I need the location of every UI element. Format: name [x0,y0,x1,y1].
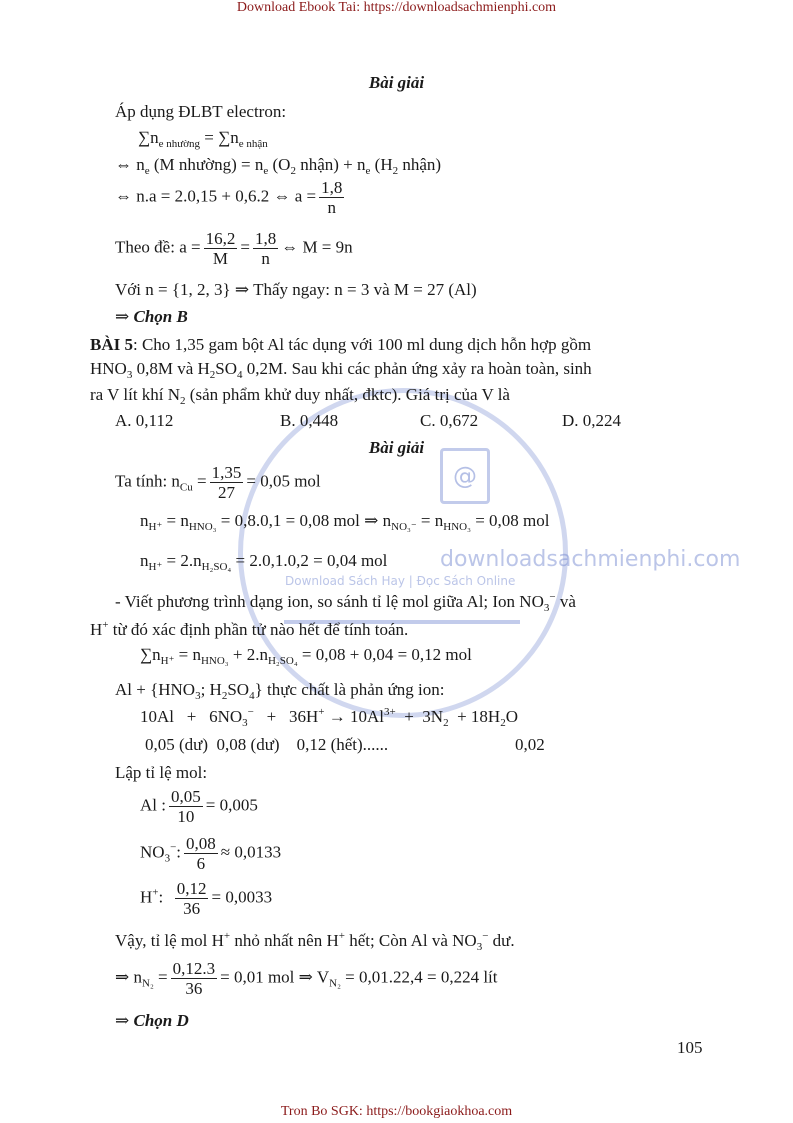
equation-line: ⇔ n.a = 2.0,15 + 0,6.2 ⇔ a = $\frac{1,8}{n}$ [115,178,343,217]
conclusion-line: Vậy, tỉ lệ mol H+ nhỏ nhất nên H+ hết; Còn Al và $NO_3^-$ dư. [115,930,515,953]
header-download-link[interactable]: Download Ebook Tai: https://downloadsachmienphi.com [236,0,557,15]
text-line: $Al + \{HNO_3$; $H_2SO_4$} thực chất là phản ứng ion: [115,680,445,702]
watermark-tagline: Download Sách Hay | Đọc Sách Online [285,574,516,588]
equation-line: ⇒ $n_{N_2}$ = $\frac{0,12.3}{36}$ = 0,01 mol ⇒ $V_{N_2} = 0,01.22,4 = 0,224$ lít [115,959,498,998]
text-line: H+ từ đó xác định phần tử nào hết để tính toán. [90,619,409,639]
solution-title: Bài giải [368,438,425,457]
problem-statement: ra V lít khí $N_2$ (sản phẩm khử duy nhất, đktc). Giá trị của V là [90,385,510,407]
solution-title: Bài giải [368,73,425,92]
text-line: Áp dụng ĐLBT electron: [115,102,287,121]
text-line: Với n = {1, 2, 3} ⇒ Thấy ngay: n = 3 và M = 27 (Al) [115,280,477,299]
reaction-equation: $10Al + 6NO_3^- + 36H^+ \to 10Al^{3+} + 3N_2 + 18H_2O$ [140,706,518,729]
footer-sgk-link[interactable]: Tron Bo SGK: https://bookgiaokhoa.com [280,1104,513,1119]
ratio-no3: $NO_3^-$: $\frac{0,08}{6}$ ≈ 0,0133 [140,834,282,873]
equation-line: $n_{H^+} = 2.n_{H_2SO_4} = 2.0,1.0,2 = 0,04$ mol [140,551,388,573]
option-d: D. 0,224 [562,411,622,430]
option-c: C. 0,672 [420,411,479,430]
text-line: Lập tỉ lệ mol: [115,763,208,782]
option-b: B. 0,448 [280,411,339,430]
equation-line: Theo đề: a = $\frac{16,2}{M}$ = $\frac{1,8}{n}$ ⇔ M = 9n [115,229,353,268]
option-a: A. 0,112 [115,411,174,430]
text-line: - Viết phương trình dạng ion, so sánh tỉ lệ mol giữa Al; Ion $NO_3^-$ và [115,591,576,614]
equation-line: $\sum n_{e nhường} = \sum n_{e nhận}$ [138,128,268,150]
problem-statement: BÀI 5: Cho 1,35 gam bột Al tác dụng với 100 ml dung dịch hỗn hợp gồm [90,335,592,354]
reaction-amount-n2: 0,02 [515,735,545,754]
page-number: 105 [677,1038,703,1057]
equation-line: $n_{H^+} = n_{HNO_3} = 0,8.0,1 = 0,08$ mol ⇒ $n_{NO_3^-} = n_{HNO_3} = 0,08$ mol [140,511,550,533]
watermark-site: downloadsachmienphi.com [440,547,741,572]
reaction-amounts: 0,05 (dư) 0,08 (dư) 0,12 (hết)...... [145,735,389,754]
equation-line: ⇔ $n_e$ (M nhường) = $n_e$ ($O_2$ nhận) + $n_e$ ($H_2$ nhận) [115,155,442,177]
problem-statement: $HNO_3$ 0,8M và $H_2SO_4$ 0,2M. Sau khi các phản ứng xảy ra hoàn toàn, sinh [90,359,592,381]
answer-line: ⇒ Chọn D [115,1011,189,1030]
equation-line: Ta tính: $n_{Cu}$ = $\frac{1,35}{27}$ = 0,05 mol [115,463,321,502]
answer-line: ⇒ Chọn B [115,307,188,326]
ratio-h: H+: $\frac{0,12}{36}$ = 0,0033 [140,879,273,918]
equation-line: $\sum n_{H^+} = n_{HNO_3} + 2.n_{H_2SO_4} = 0,08 + 0,04 = 0,12$ mol [140,645,472,667]
book-at-icon: @ [440,448,490,504]
ratio-al: Al : $\frac{0,05}{10}$ = 0,005 [140,787,258,826]
